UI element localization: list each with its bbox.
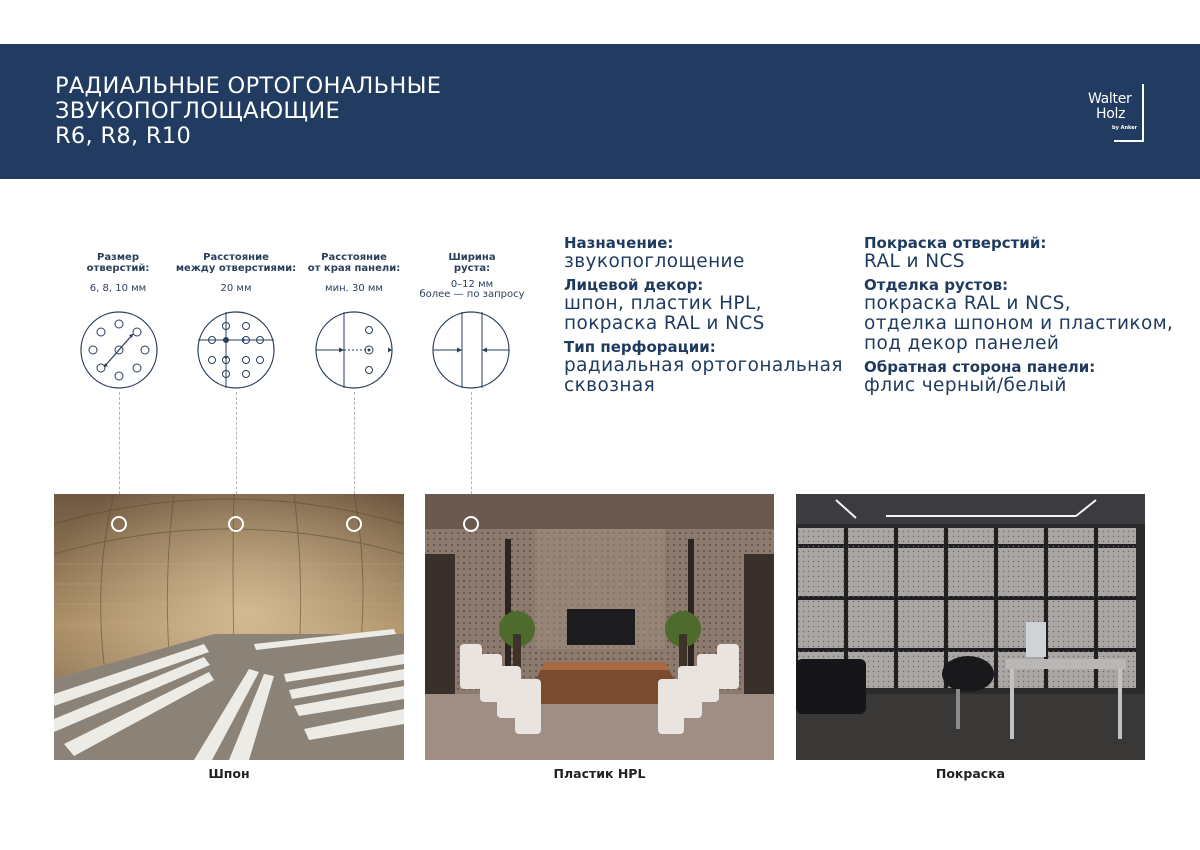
marker-groove-width — [463, 516, 479, 532]
info-value: шпон, пластик HPL, — [564, 293, 762, 314]
info-right — [864, 234, 1173, 400]
spec-value: 0–12 мм более — по запросу — [419, 279, 525, 300]
info-label-perforation: Тип перфорации: — [564, 338, 716, 356]
header-banner — [0, 44, 1200, 179]
spec-label: Ширина руста: — [448, 252, 496, 274]
hole-size-diagram — [80, 311, 158, 389]
spec-label: Расстояние от края панели: — [307, 252, 401, 274]
caption-paint: Покраска — [935, 766, 1006, 781]
logo-line-1: Walter — [1088, 91, 1132, 107]
spec-value: 20 мм — [220, 283, 252, 294]
hole-spacing-diagram — [197, 311, 275, 389]
marker-edge-distance — [346, 516, 362, 532]
info-value: под декор панелей — [864, 333, 1060, 354]
title-line-2: ЗВУКОПОГЛОЩАЮЩИЕ — [55, 98, 340, 124]
spec-hole-spacing — [172, 252, 300, 294]
info-left — [564, 234, 843, 400]
walter-holz-logo — [1082, 84, 1148, 142]
page-title — [55, 74, 441, 149]
spec-label: Размер отверстий: — [86, 252, 150, 274]
info-label-back-side: Обратная сторона панели: — [864, 358, 1096, 376]
info-label-purpose: Назначение: — [564, 234, 674, 252]
info-value: отделка шпоном и пластиком, — [864, 313, 1174, 334]
info-value: радиальная ортогональная — [564, 355, 843, 376]
spec-hole-size — [70, 252, 166, 294]
marker-hole-spacing — [228, 516, 244, 532]
info-value: RAL и NCS — [864, 251, 965, 272]
spec-edge-distance — [302, 252, 406, 294]
edge-distance-diagram — [315, 311, 393, 389]
title-line-3: R6, R8, R10 — [55, 123, 192, 149]
photo-paint-office — [796, 494, 1145, 760]
info-value: звукопоглощение — [564, 251, 745, 272]
info-value: покраска RAL и NCS, — [864, 293, 1072, 314]
logo-tagline: by Anker — [1112, 125, 1138, 131]
spec-value: мин. 30 мм — [325, 283, 383, 294]
info-value: сквозная — [564, 375, 656, 396]
info-value: покраска RAL и NCS — [564, 313, 765, 334]
spec-groove-width — [410, 252, 534, 300]
logo-line-2: Holz — [1096, 106, 1126, 122]
photo-veneer-auditorium — [54, 494, 404, 760]
info-label-hole-paint: Покраска отверстий: — [864, 234, 1047, 252]
info-label-face-decor: Лицевой декор: — [564, 276, 704, 294]
marker-hole-size — [111, 516, 127, 532]
info-value: флис черный/белый — [864, 375, 1067, 396]
title-line-1: РАДИАЛЬНЫЕ ОРТОГОНАЛЬНЫЕ — [55, 73, 442, 99]
photo-hpl-conference-room — [425, 494, 774, 760]
groove-width-diagram — [432, 311, 510, 389]
caption-hpl: Пластик HPL — [553, 766, 646, 781]
spec-label: Расстояние между отверстиями: — [175, 252, 297, 274]
info-label-groove-finish: Отделка рустов: — [864, 276, 1009, 294]
caption-veneer: Шпон — [208, 766, 250, 781]
spec-value: 6, 8, 10 мм — [89, 283, 147, 294]
